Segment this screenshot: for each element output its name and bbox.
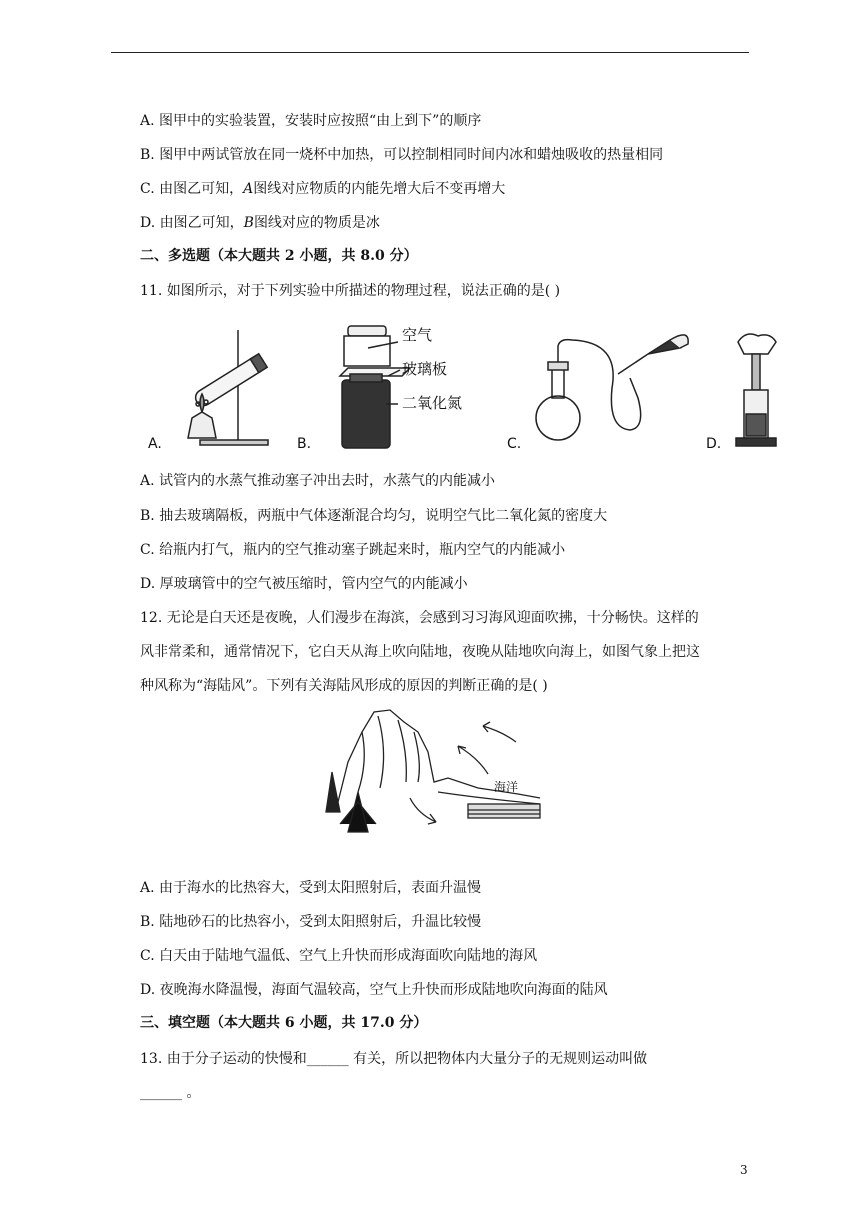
q11-figure — [140, 318, 785, 458]
q11-option-a: A. 试管内的水蒸气推动塞子冲出去时，水蒸气的内能减小 — [140, 473, 496, 489]
q12-stem-line-2: 风非常柔和，通常情况下，它白天从海上吹向陆地，夜晚从陆地吹向海上，如图气象上把这 — [140, 644, 700, 660]
q10-d-variable: B — [243, 215, 254, 231]
q12-sea-breeze-figure — [318, 702, 544, 836]
q10-c-suffix: 图线对应物质的内能先增大后不变再增大 — [253, 181, 506, 197]
q12-option-b: B. 陆地砂石的比热容小，受到太阳照射后，升温比较慢 — [140, 914, 482, 930]
q11-stem: 11. 如图所示，对于下列实验中所描述的物理过程，说法正确的是( ) — [140, 283, 561, 299]
q12-stem-line-3: 种风称为“海陆风”。下列有关海陆风形成的原因的判断正确的是( ) — [140, 678, 548, 694]
q10-d-prefix: D. 由图乙可知， — [140, 215, 244, 231]
q12-option-a: A. 由于海水的比热容大，受到太阳照射后，表面升温慢 — [140, 880, 482, 896]
q11-apparatus-drawings — [140, 318, 785, 458]
fig11-label-b: B. — [297, 436, 312, 452]
fig11-no2-label: 二氧化氮 — [402, 394, 463, 412]
fig11-air-label: 空气 — [402, 326, 433, 344]
q11-option-d: D. 厚玻璃管中的空气被压缩时，管内空气的内能减小 — [140, 576, 468, 592]
page-number: 3 — [740, 1163, 748, 1177]
fig11-glass-label: 玻璃板 — [402, 360, 448, 378]
flask-pump-drawing — [536, 335, 688, 440]
q10-option-a: A. 图甲中的实验装置，安装时应按照“由上到下”的顺序 — [140, 113, 482, 129]
q11-option-c: C. 给瓶内打气，瓶内的空气推动塞子跳起来时，瓶内空气的内能减小 — [140, 542, 566, 558]
fig12-sea-label: 海洋 — [494, 780, 519, 794]
q10-option-b: B. 图甲中两试管放在同一烧杯中加热，可以控制相同时间内冰和蜡烛吸收的热量相同 — [140, 147, 664, 163]
q12-option-d: D. 夜晚海水降温慢，海面气温较高，空气上升快而形成陆地吹向海面的陆风 — [140, 982, 608, 998]
q12-stem-line-1: 12. 无论是白天还是夜晚，人们漫步在海滨，会感到习习海风迎面吹拂，十分畅快。这样的 — [140, 610, 699, 626]
q13-line-2: ______ 。 — [140, 1085, 201, 1101]
sea-breeze-drawing — [318, 702, 544, 836]
q10-c-variable: A — [243, 181, 254, 197]
burner-test-tube-drawing — [188, 330, 268, 445]
section-2-heading: 二、多选题（本大题共 2 小题，共 8.0 分） — [140, 248, 418, 264]
q10-option-c — [140, 179, 505, 199]
q11-option-b: B. 抽去玻璃隔板，两瓶中气体逐渐混合均匀，说明空气比二氧化氮的密度大 — [140, 508, 608, 524]
fig11-label-c: C. — [507, 436, 522, 452]
compression-tube-drawing — [736, 334, 776, 446]
header-rule — [111, 52, 749, 53]
fig11-label-d: D. — [706, 436, 722, 452]
q13-line-1: 13. 由于分子运动的快慢和______ 有关，所以把物体内大量分子的无规则运动叫做 — [140, 1051, 648, 1067]
fig11-label-a: A. — [148, 436, 162, 452]
gas-jars-drawing — [340, 326, 410, 448]
q10-c-prefix: C. 由图乙可知， — [140, 181, 244, 197]
q10-d-suffix: 图线对应的物质是冰 — [253, 215, 380, 231]
section-3-heading: 三、填空题（本大题共 6 小题，共 17.0 分） — [140, 1015, 428, 1031]
q10-option-d — [140, 213, 380, 233]
q12-option-c: C. 白天由于陆地气温低、空气上升快而形成海面吹向陆地的海风 — [140, 948, 538, 964]
